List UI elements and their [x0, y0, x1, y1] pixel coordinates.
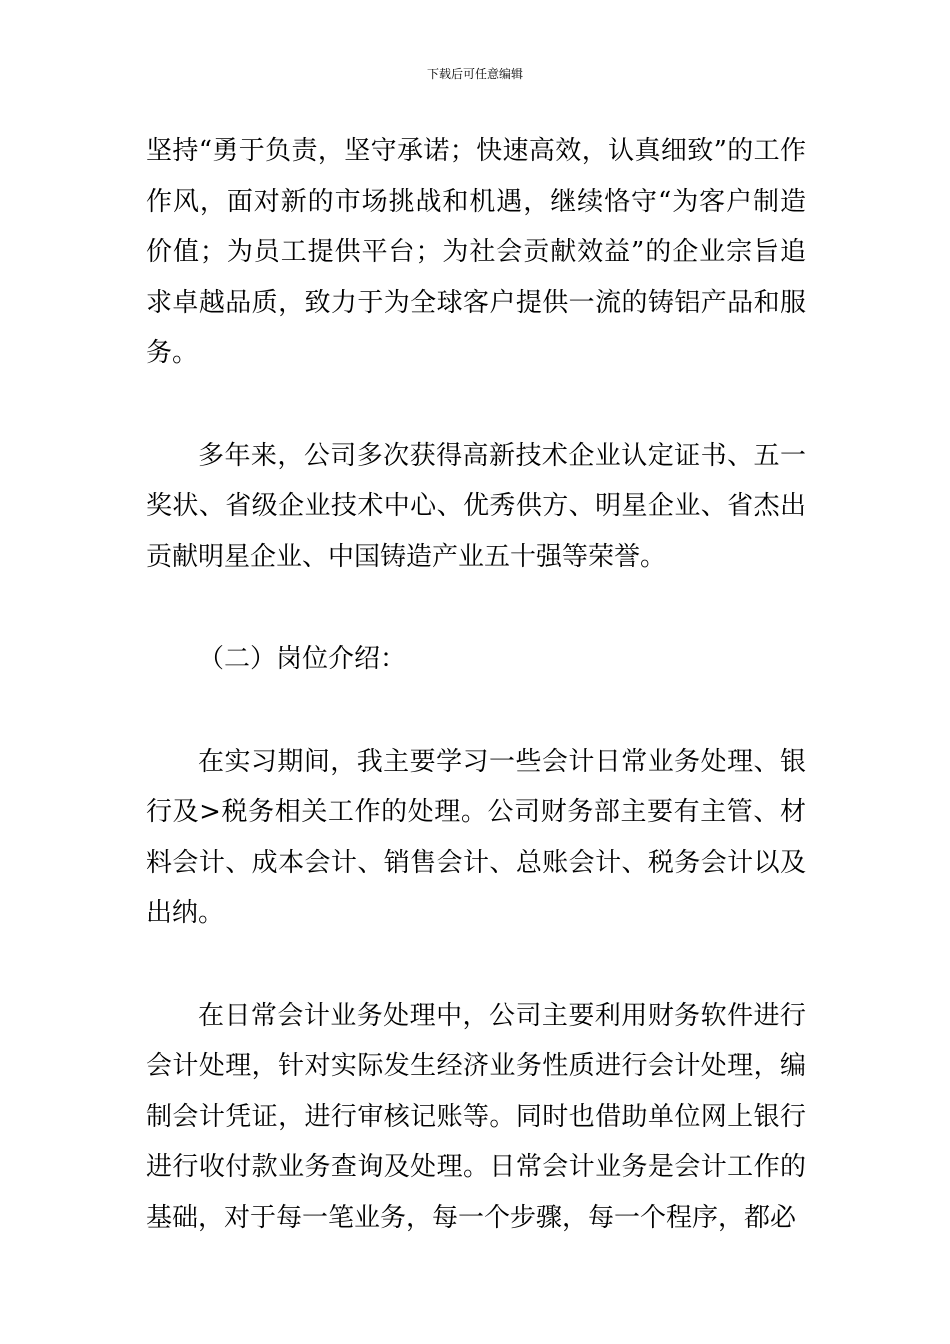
paragraph-gap [146, 379, 806, 431]
page-header: 下载后可任意编辑 [426, 67, 523, 81]
section-heading-position: （二）岗位介绍： [198, 644, 407, 674]
paragraph-gap [146, 685, 806, 737]
paragraph-gap [146, 582, 806, 634]
paragraph-internship: 在实习期间，我主要学习一些会计日常业务处理、银行及>税务相关工作的处理。公司财务部主要有主管、材料会计、成本会计、销售会计、总账会计、税务会计以及出纳。 [146, 746, 806, 928]
paragraph-gap [146, 939, 806, 991]
paragraph-honors: 多年来，公司多次获得高新技术企业认定证书、五一奖状、省级企业技术中心、优秀供方、明星企业、省杰出贡献明星企业、中国铸造产业五十强等荣誉。 [146, 440, 806, 572]
paragraph-daily-accounting: 在日常会计业务处理中，公司主要利用财务软件进行会计处理，针对实际发生经济业务性质进行会计处理，编制会计凭证，进行审核记账等。同时也借助单位网上银行进行收付款业务查询及处理。日常会计业务是会计工作的基础，对于每一笔业务，每一个步骤，每一个程序，都必 [146, 1000, 806, 1233]
paragraph-company-style: 坚持“勇于负责，坚守承诺；快速高效，认真细致”的工作作风，面对新的市场挑战和机遇，继续恪守“为客户制造价值；为员工提供平台；为社会贡献效益”的企业宗旨追求卓越品质，致力于为全球客户提供一流的铸铝产品和服务。 [146, 136, 806, 368]
document-body [146, 126, 806, 1243]
